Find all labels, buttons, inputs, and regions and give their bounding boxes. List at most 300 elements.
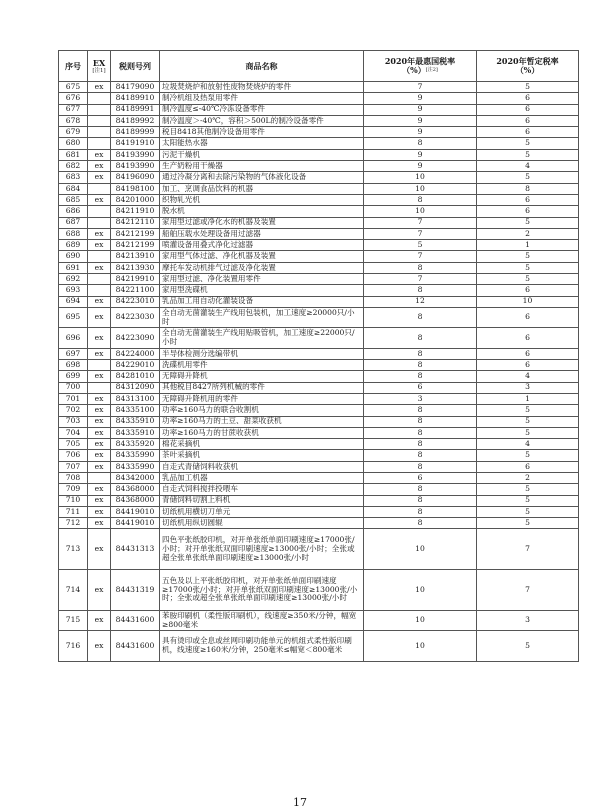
- row-code: 84342000: [111, 472, 160, 483]
- row-code: 84368000: [111, 484, 160, 495]
- row-temp-rate: 5: [477, 274, 579, 285]
- table-row: [59, 506, 579, 517]
- row-name: 织物轧光机: [160, 194, 364, 205]
- row-temp-rate: 6: [477, 461, 579, 472]
- row-code: 84229010: [111, 360, 160, 371]
- row-name: 全自动无菌灌装生产线用贴吸管机，加工速度≥22000只/小时: [160, 328, 364, 348]
- table-body: [59, 82, 579, 662]
- row-name: 四色平张纸胶印机，对开单张纸单面印刷速度≥17000张/小时；对开单张纸双面印刷速度≥13000张/小时；全张或超全张单张纸单面印刷速度≥13000张/小时: [160, 529, 364, 570]
- row-name: 功率≥160马力的土豆、甜菜收获机: [160, 416, 364, 427]
- row-seq: 694: [59, 296, 88, 307]
- row-temp-rate: 3: [477, 382, 579, 393]
- row-ex: ex: [88, 328, 111, 348]
- row-name: 无障碍升降机: [160, 371, 364, 382]
- row-code: 84335990: [111, 450, 160, 461]
- row-name: 生产奶粉用干燥器: [160, 161, 364, 172]
- header-temp-rate: 2020年暂定税率 （%）: [477, 51, 579, 82]
- row-name: 喷灌设备用叠式净化过滤器: [160, 240, 364, 251]
- row-ex: [88, 217, 111, 228]
- table-row: [59, 461, 579, 472]
- row-temp-rate: 10: [477, 296, 579, 307]
- row-temp-rate: 6: [477, 127, 579, 138]
- row-temp-rate: 6: [477, 285, 579, 296]
- row-temp-rate: 1: [477, 393, 579, 404]
- row-ex: ex: [88, 307, 111, 327]
- row-name: 家用型洗碟机: [160, 285, 364, 296]
- row-mfn-rate: 6: [364, 382, 477, 393]
- row-temp-rate: 6: [477, 194, 579, 205]
- row-seq: 686: [59, 206, 88, 217]
- row-ex: ex: [88, 610, 111, 630]
- table-row: [59, 138, 579, 149]
- row-name: 切纸机用纵切圆辊: [160, 518, 364, 529]
- row-name: 青储饲料切割上料机: [160, 495, 364, 506]
- row-temp-rate: 5: [477, 450, 579, 461]
- row-ex: ex: [88, 172, 111, 183]
- row-code: 84212199: [111, 228, 160, 239]
- row-mfn-rate: 10: [364, 631, 477, 662]
- row-mfn-rate: 10: [364, 610, 477, 630]
- row-seq: 675: [59, 82, 88, 93]
- table-row: [59, 570, 579, 611]
- row-seq: 688: [59, 228, 88, 239]
- row-seq: 697: [59, 348, 88, 359]
- row-temp-rate: 6: [477, 93, 579, 104]
- row-code: 84335100: [111, 405, 160, 416]
- row-ex: ex: [88, 439, 111, 450]
- table-row: [59, 115, 579, 126]
- row-seq: 679: [59, 127, 88, 138]
- row-mfn-rate: 5: [364, 240, 477, 251]
- row-seq: 689: [59, 240, 88, 251]
- row-code: 84224000: [111, 348, 160, 359]
- row-code: 84431600: [111, 610, 160, 630]
- table-row: [59, 217, 579, 228]
- row-temp-rate: 5: [477, 405, 579, 416]
- row-mfn-rate: 8: [364, 262, 477, 273]
- row-seq: 692: [59, 274, 88, 285]
- row-ex: ex: [88, 495, 111, 506]
- row-ex: ex: [88, 461, 111, 472]
- row-mfn-rate: 10: [364, 570, 477, 611]
- row-mfn-rate: 9: [364, 115, 477, 126]
- row-mfn-rate: 9: [364, 149, 477, 160]
- table-row: [59, 495, 579, 506]
- row-seq: 678: [59, 115, 88, 126]
- page-number: 17: [293, 796, 307, 809]
- row-name: 摩托车发动机排气过滤及净化装置: [160, 262, 364, 273]
- row-name: 太阳能热水器: [160, 138, 364, 149]
- row-mfn-rate: 10: [364, 529, 477, 570]
- row-ex: [88, 183, 111, 194]
- row-temp-rate: 4: [477, 439, 579, 450]
- table-header: [59, 51, 579, 82]
- row-ex: ex: [88, 296, 111, 307]
- row-temp-rate: 5: [477, 518, 579, 529]
- row-temp-rate: 6: [477, 328, 579, 348]
- table-row: [59, 161, 579, 172]
- row-code: 84189991: [111, 104, 160, 115]
- row-code: 84431319: [111, 570, 160, 611]
- row-mfn-rate: 8: [364, 484, 477, 495]
- row-mfn-rate: 8: [364, 405, 477, 416]
- row-temp-rate: 8: [477, 183, 579, 194]
- row-name: 功率≥160马力的甘蔗收获机: [160, 427, 364, 438]
- row-code: 84281010: [111, 371, 160, 382]
- row-mfn-rate: 3: [364, 393, 477, 404]
- row-ex: [88, 285, 111, 296]
- row-ex: ex: [88, 570, 111, 611]
- row-mfn-rate: 8: [364, 439, 477, 450]
- table-row: [59, 307, 579, 327]
- row-ex: [88, 127, 111, 138]
- row-temp-rate: 3: [477, 610, 579, 630]
- table-row: [59, 472, 579, 483]
- row-ex: ex: [88, 529, 111, 570]
- row-code: 84335920: [111, 439, 160, 450]
- row-code: 84335990: [111, 461, 160, 472]
- table-row: [59, 251, 579, 262]
- row-code: 84313100: [111, 393, 160, 404]
- row-temp-rate: 6: [477, 104, 579, 115]
- row-ex: [88, 104, 111, 115]
- row-code: 84419010: [111, 518, 160, 529]
- row-code: 84201000: [111, 194, 160, 205]
- row-code: 84212199: [111, 240, 160, 251]
- tariff-table: [58, 50, 579, 662]
- row-mfn-rate: 8: [364, 285, 477, 296]
- row-seq: 676: [59, 93, 88, 104]
- row-mfn-rate: 7: [364, 82, 477, 93]
- row-ex: ex: [88, 194, 111, 205]
- row-seq: 695: [59, 307, 88, 327]
- row-ex: [88, 138, 111, 149]
- row-seq: 715: [59, 610, 88, 630]
- row-mfn-rate: 8: [364, 194, 477, 205]
- table-row: [59, 262, 579, 273]
- row-temp-rate: 5: [477, 484, 579, 495]
- row-name: 制冷温度≤-40℃冷冻设备零件: [160, 104, 364, 115]
- row-code: 84312090: [111, 382, 160, 393]
- row-ex: ex: [88, 149, 111, 160]
- table-row: [59, 296, 579, 307]
- row-code: 84223030: [111, 307, 160, 327]
- row-code: 84193990: [111, 161, 160, 172]
- row-ex: [88, 274, 111, 285]
- row-name: 制冷机组及热泵用零件: [160, 93, 364, 104]
- row-temp-rate: 7: [477, 529, 579, 570]
- row-seq: 699: [59, 371, 88, 382]
- table-row: [59, 416, 579, 427]
- row-mfn-rate: 8: [364, 427, 477, 438]
- header-code: 税则号列: [111, 51, 160, 82]
- row-mfn-rate: 8: [364, 450, 477, 461]
- row-mfn-rate: 8: [364, 360, 477, 371]
- row-temp-rate: 5: [477, 217, 579, 228]
- row-mfn-rate: 7: [364, 274, 477, 285]
- row-mfn-rate: 10: [364, 206, 477, 217]
- row-name: 全自动无菌灌装生产线用包装机，加工速度≥20000只/小时: [160, 307, 364, 327]
- table-row: [59, 104, 579, 115]
- row-seq: 691: [59, 262, 88, 273]
- row-mfn-rate: 8: [364, 495, 477, 506]
- row-temp-rate: 5: [477, 138, 579, 149]
- table-row: [59, 382, 579, 393]
- row-name: 无障碍升降机用的零件: [160, 393, 364, 404]
- table-row: [59, 631, 579, 662]
- row-code: 84213910: [111, 251, 160, 262]
- row-ex: ex: [88, 518, 111, 529]
- table-row: [59, 360, 579, 371]
- row-temp-rate: 5: [477, 251, 579, 262]
- table-row: [59, 393, 579, 404]
- row-name: 茶叶采摘机: [160, 450, 364, 461]
- table-row: [59, 240, 579, 251]
- table-row: [59, 450, 579, 461]
- row-seq: 701: [59, 393, 88, 404]
- row-seq: 714: [59, 570, 88, 611]
- row-temp-rate: 6: [477, 307, 579, 327]
- row-name: 通过冷凝分离和去除污染物的气体液化设备: [160, 172, 364, 183]
- row-name: 棉花采摘机: [160, 439, 364, 450]
- row-code: 84223010: [111, 296, 160, 307]
- row-seq: 683: [59, 172, 88, 183]
- table-row: [59, 348, 579, 359]
- row-seq: 704: [59, 427, 88, 438]
- row-mfn-rate: 8: [364, 461, 477, 472]
- row-mfn-rate: 8: [364, 506, 477, 517]
- table-row: [59, 183, 579, 194]
- header-mfn-rate: 2020年最惠国税率 （%）[注2]: [364, 51, 477, 82]
- table-row: [59, 285, 579, 296]
- row-seq: 712: [59, 518, 88, 529]
- row-ex: ex: [88, 405, 111, 416]
- table-row: [59, 328, 579, 348]
- row-temp-rate: 5: [477, 172, 579, 183]
- row-code: 84211910: [111, 206, 160, 217]
- row-code: 84221100: [111, 285, 160, 296]
- row-seq: 693: [59, 285, 88, 296]
- row-mfn-rate: 7: [364, 251, 477, 262]
- row-temp-rate: 5: [477, 506, 579, 517]
- row-temp-rate: 5: [477, 495, 579, 506]
- table-row: [59, 610, 579, 630]
- row-ex: ex: [88, 393, 111, 404]
- row-name: 其他税目8427所列机械的零件: [160, 382, 364, 393]
- row-name: 五色及以上平张纸胶印机，对开单张纸单面印刷速度≥17000张/小时；对开单张纸双面印刷速度≥13000张/小时；全张或超全张单张纸单面印刷速度≥13000张/小时: [160, 570, 364, 611]
- row-ex: [88, 360, 111, 371]
- row-code: 84368000: [111, 495, 160, 506]
- row-name: 洗碟机用零件: [160, 360, 364, 371]
- row-seq: 687: [59, 217, 88, 228]
- table-row: [59, 194, 579, 205]
- row-seq: 696: [59, 328, 88, 348]
- table-row: [59, 405, 579, 416]
- row-ex: ex: [88, 416, 111, 427]
- row-name: 垃圾焚烧炉和放射性废物焚烧炉的零件: [160, 82, 364, 93]
- row-ex: [88, 382, 111, 393]
- row-code: 84189999: [111, 127, 160, 138]
- row-code: 84198100: [111, 183, 160, 194]
- row-seq: 705: [59, 439, 88, 450]
- row-name: 苯胺印刷机（柔性版印刷机），线速度≥350米/分钟，幅宽≥800毫米: [160, 610, 364, 630]
- row-seq: 716: [59, 631, 88, 662]
- row-temp-rate: 6: [477, 360, 579, 371]
- row-name: 污泥干燥机: [160, 149, 364, 160]
- row-ex: [88, 251, 111, 262]
- row-seq: 684: [59, 183, 88, 194]
- row-ex: ex: [88, 506, 111, 517]
- table-row: [59, 274, 579, 285]
- row-mfn-rate: 7: [364, 217, 477, 228]
- row-seq: 677: [59, 104, 88, 115]
- row-ex: ex: [88, 484, 111, 495]
- row-name: 家用型过滤或净化水的机器及装置: [160, 217, 364, 228]
- row-temp-rate: 5: [477, 82, 579, 93]
- row-mfn-rate: 9: [364, 127, 477, 138]
- row-code: 84219910: [111, 274, 160, 285]
- row-name: 乳品加工用自动化灌装设备: [160, 296, 364, 307]
- row-temp-rate: 7: [477, 570, 579, 611]
- row-name: 家用型过滤、净化装置用零件: [160, 274, 364, 285]
- row-ex: ex: [88, 427, 111, 438]
- row-ex: ex: [88, 631, 111, 662]
- row-mfn-rate: 8: [364, 307, 477, 327]
- header-name: 商品名称: [160, 51, 364, 82]
- table-row: [59, 529, 579, 570]
- row-name: 船舶压载水处理设备用过滤器: [160, 228, 364, 239]
- table-row: [59, 172, 579, 183]
- row-seq: 681: [59, 149, 88, 160]
- row-ex: [88, 115, 111, 126]
- row-ex: [88, 206, 111, 217]
- table-row: [59, 82, 579, 93]
- row-name: 加工、烹调食品饮料的机器: [160, 183, 364, 194]
- row-seq: 707: [59, 461, 88, 472]
- row-mfn-rate: 8: [364, 138, 477, 149]
- row-mfn-rate: 9: [364, 161, 477, 172]
- row-ex: ex: [88, 371, 111, 382]
- row-seq: 709: [59, 484, 88, 495]
- row-mfn-rate: 10: [364, 183, 477, 194]
- row-code: 84196090: [111, 172, 160, 183]
- row-ex: ex: [88, 262, 111, 273]
- row-code: 84191910: [111, 138, 160, 149]
- row-mfn-rate: 8: [364, 328, 477, 348]
- row-mfn-rate: 9: [364, 104, 477, 115]
- row-name: 自走式青储饲料收获机: [160, 461, 364, 472]
- row-code: 84213930: [111, 262, 160, 273]
- row-name: 具有烫印或全息或丝网印刷功能单元的机组式柔性版印刷机，线速度≥160米/分钟，250毫米≤幅宽＜800毫米: [160, 631, 364, 662]
- row-temp-rate: 2: [477, 472, 579, 483]
- row-code: 84335910: [111, 427, 160, 438]
- row-seq: 702: [59, 405, 88, 416]
- row-temp-rate: 4: [477, 371, 579, 382]
- row-code: 84212110: [111, 217, 160, 228]
- table-row: [59, 149, 579, 160]
- row-mfn-rate: 8: [364, 371, 477, 382]
- row-name: 家用型气体过滤、净化机器及装置: [160, 251, 364, 262]
- row-name: 半导体检测分选编带机: [160, 348, 364, 359]
- row-name: 脱水机: [160, 206, 364, 217]
- row-temp-rate: 5: [477, 631, 579, 662]
- row-name: 切纸机用横切刀单元: [160, 506, 364, 517]
- table-row: [59, 484, 579, 495]
- row-code: 84419010: [111, 506, 160, 517]
- row-name: 乳品加工机器: [160, 472, 364, 483]
- row-mfn-rate: 12: [364, 296, 477, 307]
- row-seq: 698: [59, 360, 88, 371]
- row-temp-rate: 1: [477, 240, 579, 251]
- row-seq: 713: [59, 529, 88, 570]
- row-temp-rate: 5: [477, 149, 579, 160]
- row-seq: 690: [59, 251, 88, 262]
- row-name: 制冷温度＞-40℃，容积＞500L的制冷设备零件: [160, 115, 364, 126]
- row-seq: 711: [59, 506, 88, 517]
- row-ex: ex: [88, 348, 111, 359]
- header-mfn-note: [注2]: [425, 67, 438, 73]
- row-mfn-rate: 10: [364, 172, 477, 183]
- row-code: 84193990: [111, 149, 160, 160]
- row-temp-rate: 6: [477, 206, 579, 217]
- table-row: [59, 371, 579, 382]
- row-name: 税目8418其他制冷设备用零件: [160, 127, 364, 138]
- row-mfn-rate: 8: [364, 348, 477, 359]
- row-code: 84179090: [111, 82, 160, 93]
- row-temp-rate: 6: [477, 115, 579, 126]
- row-ex: ex: [88, 228, 111, 239]
- row-seq: 710: [59, 495, 88, 506]
- header-ex: EX [注1]: [88, 51, 111, 82]
- row-code: 84431313: [111, 529, 160, 570]
- row-mfn-rate: 8: [364, 416, 477, 427]
- row-mfn-rate: 9: [364, 93, 477, 104]
- table-row: [59, 127, 579, 138]
- row-name: 功率≥160马力的联合收割机: [160, 405, 364, 416]
- row-name: 自走式饲料搅拌投喂车: [160, 484, 364, 495]
- row-seq: 685: [59, 194, 88, 205]
- row-temp-rate: 5: [477, 262, 579, 273]
- row-seq: 682: [59, 161, 88, 172]
- header-seq: 序号: [59, 51, 88, 82]
- row-seq: 706: [59, 450, 88, 461]
- row-seq: 680: [59, 138, 88, 149]
- table-row: [59, 228, 579, 239]
- row-code: 84335910: [111, 416, 160, 427]
- row-ex: [88, 472, 111, 483]
- row-code: 84189910: [111, 93, 160, 104]
- table-row: [59, 427, 579, 438]
- row-mfn-rate: 8: [364, 518, 477, 529]
- row-mfn-rate: 6: [364, 472, 477, 483]
- table-row: [59, 439, 579, 450]
- row-mfn-rate: 7: [364, 228, 477, 239]
- row-seq: 708: [59, 472, 88, 483]
- header-ex-note: [注1]: [92, 67, 106, 74]
- row-temp-rate: 2: [477, 228, 579, 239]
- row-ex: ex: [88, 240, 111, 251]
- row-seq: 700: [59, 382, 88, 393]
- table-row: [59, 518, 579, 529]
- row-temp-rate: 6: [477, 348, 579, 359]
- row-ex: ex: [88, 450, 111, 461]
- row-ex: [88, 93, 111, 104]
- row-code: 84431600: [111, 631, 160, 662]
- table-row: [59, 206, 579, 217]
- table-row: [59, 93, 579, 104]
- row-temp-rate: 5: [477, 416, 579, 427]
- row-ex: ex: [88, 82, 111, 93]
